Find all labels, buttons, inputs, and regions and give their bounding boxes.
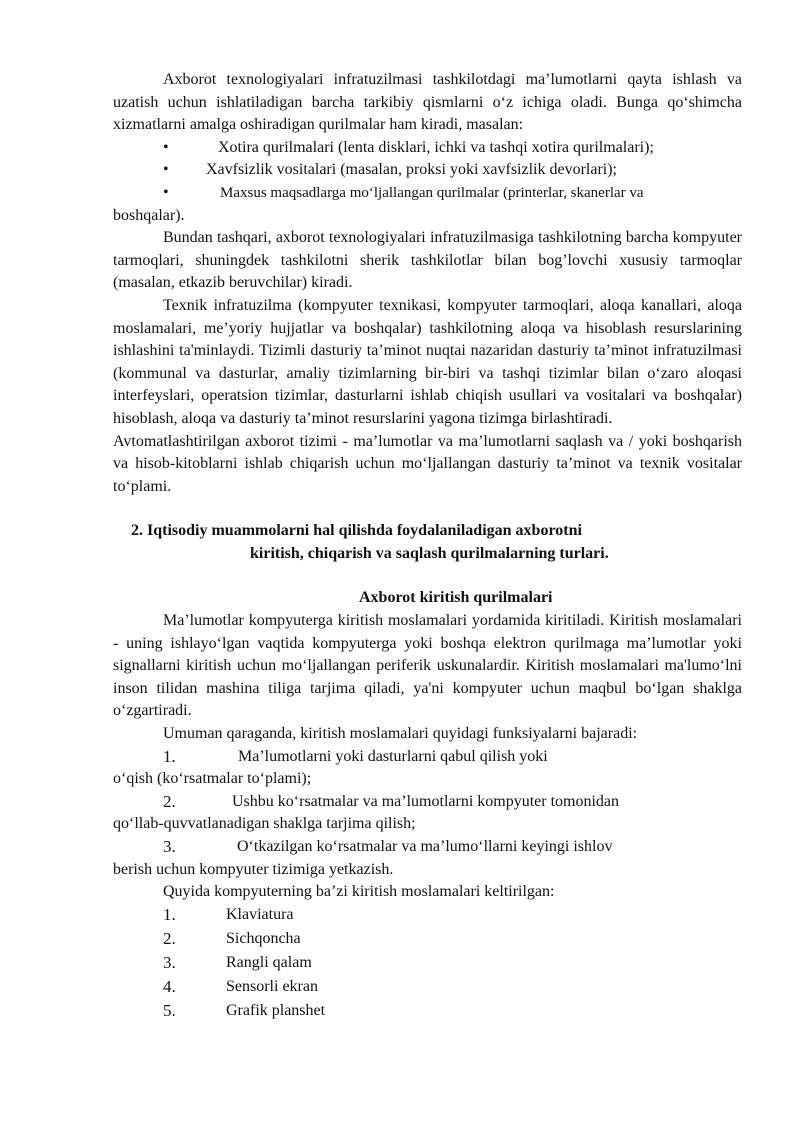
bullet-continuation: boshqalar). bbox=[113, 206, 185, 224]
list-text: O‘tkazilgan ko‘rsatmalar va ma’lumo‘llarni keyingi ishlov bbox=[237, 838, 613, 855]
intro-paragraph-3: Texnik infratuzilma (kompyuter texnikasi, kompyuter tarmoqlari, aloqa kanallari, aloqa moslamalari, me’yoriy hujjatlar va boshqalar) tashkilotning aloqa va hisoblash resurslarining ishlashini ta'minlaydi. Tizimli dasturiy ta’minot nuqtai nazaridan dasturiy ta’minot infratuzilmasi (kommunal va dasturlar, amaliy tizimlarning bir-biri va tashqi tizimlar bilan o‘zaro aloqasi interfeyslari, operatsion tizimlar, dasturlarni ishlab chiqish usullari va vositalari va boshqalar) hisoblash, aloqa va dasturiy ta’minot resurslarini yagona tizimga birlashtiradi. bbox=[113, 296, 742, 427]
input-paragraph-3: Quyida kompyuterning ba’zi kiritish moslamalari keltirilgan: bbox=[163, 883, 555, 901]
function-item-2 bbox=[113, 791, 742, 814]
input-devices-heading: Axborot kiritish qurilmalari bbox=[359, 589, 553, 607]
section-2-heading-line-2: kiritish, chiqarish va saqlash qurilmalarning turlari. bbox=[250, 544, 609, 562]
bullet-item-storage bbox=[113, 137, 742, 160]
function-item-3-cont: berish uchun kompyuter tizimiga yetkazish. bbox=[113, 860, 394, 878]
list-number: 2. bbox=[163, 791, 176, 811]
list-text: Rangli qalam bbox=[226, 953, 312, 971]
bullet-text: Xavfsizlik vositalari (masalan, proksi yoki xavfsizlik devorlari); bbox=[206, 161, 617, 179]
section-2-heading-line-1: 2. Iqtisodiy muammolarni hal qilishda foydalaniladigan axborotni bbox=[131, 522, 582, 540]
list-number: 3. bbox=[163, 952, 176, 972]
bullet-item-special bbox=[113, 182, 742, 205]
intro-paragraph-2: Bundan tashqari, axborot texnologiyalari infratuzilmasiga tashkilotning barcha kompyuter tarmoqlari, shuningdek tashkilotni sherik tashkilotlar bilan bog’lovchi xususiy tarmoqlar (masalan, etkazib beruvchilar) kiradi. bbox=[113, 229, 742, 292]
bullet-icon: • bbox=[163, 138, 169, 156]
intro-paragraph-4: Avtomatlashtirilgan axborot tizimi - ma’lumotlar va ma’lumotlarni saqlash va / yoki boshqarish va hisob-kitoblarni ishlab chiqarish uchun mo‘ljallangan dasturiy ta’minot va texnik vositalar to‘plami. bbox=[113, 432, 742, 495]
list-number: 3. bbox=[163, 837, 176, 856]
bullet-icon: • bbox=[163, 183, 169, 201]
bullet-icon: • bbox=[163, 161, 169, 179]
intro-paragraph-1: Axborot texnologiyalari infratuzilmasi tashkilotdagi ma’lumotlarni qayta ishlash va uzatish uchun ishlatiladigan barcha tarkibiy qismlarni o‘z ichiga oladi. Bunga qo‘shimcha xizmatlarni amalga oshiradigan qurilmalar ham kiradi, masalan: bbox=[113, 71, 742, 134]
list-text: Ma’lumotlarni yoki dasturlarni qabul qilish yoki bbox=[238, 747, 548, 765]
list-number: 1. bbox=[163, 904, 176, 924]
bullet-text: Maxsus maqsadlarga mo‘ljallangan qurilmalar (printerlar, skanerlar va bbox=[220, 184, 644, 201]
function-item-1-cont: o‘qish (ko‘rsatmalar to‘plami); bbox=[113, 770, 312, 788]
function-item-3 bbox=[113, 836, 742, 859]
device-item-mouse bbox=[113, 928, 742, 952]
bullet-item-security bbox=[113, 159, 742, 182]
function-item-1 bbox=[113, 746, 742, 769]
device-item-light-pen bbox=[113, 952, 742, 976]
list-text: Sichqoncha bbox=[226, 929, 301, 947]
list-text: Grafik planshet bbox=[226, 1001, 326, 1019]
list-number: 4. bbox=[163, 976, 176, 996]
section-2-heading bbox=[113, 520, 742, 565]
bullet-text: Xotira qurilmalari (lenta disklari, ichki va tashqi xotira qurilmalari); bbox=[218, 138, 654, 156]
device-item-keyboard bbox=[113, 904, 742, 928]
list-text: Ushbu ko‘rsatmalar va ma’lumotlarni kompyuter tomonidan bbox=[232, 792, 620, 810]
device-item-touchscreen bbox=[113, 976, 742, 1000]
input-paragraph-1: Ma’lumotlar kompyuterga kiritish moslamalari yordamida kiritiladi. Kiritish moslamalari - uning ishlayo‘lgan vaqtida kompyuterga yoki boshqa elektron qurilmaga ma’lumotlar yoki signallarni kiritish uchun mo‘ljallangan periferik uskunalardir. Kiritish moslamalari ma'lumo‘lni inson tilidan mashina tiliga tarjima qiladi, ya'ni kompyuter uchun maqbul bo‘lgan shaklga o‘zgartiradi. bbox=[113, 612, 742, 720]
list-number: 2. bbox=[163, 928, 176, 948]
device-item-graphics-tablet bbox=[113, 1000, 742, 1024]
list-number: 1. bbox=[163, 746, 176, 766]
function-item-2-cont: qo‘llab-quvvatlanadigan shaklga tarjima qilish; bbox=[113, 815, 416, 833]
input-paragraph-2: Umuman qaraganda, kiritish moslamalari quyidagi funksiyalarni bajaradi: bbox=[163, 725, 638, 743]
list-text: Klaviatura bbox=[226, 905, 294, 923]
list-text: Sensorli ekran bbox=[226, 977, 318, 995]
list-number: 5. bbox=[163, 1000, 176, 1020]
document-page bbox=[113, 69, 742, 1024]
